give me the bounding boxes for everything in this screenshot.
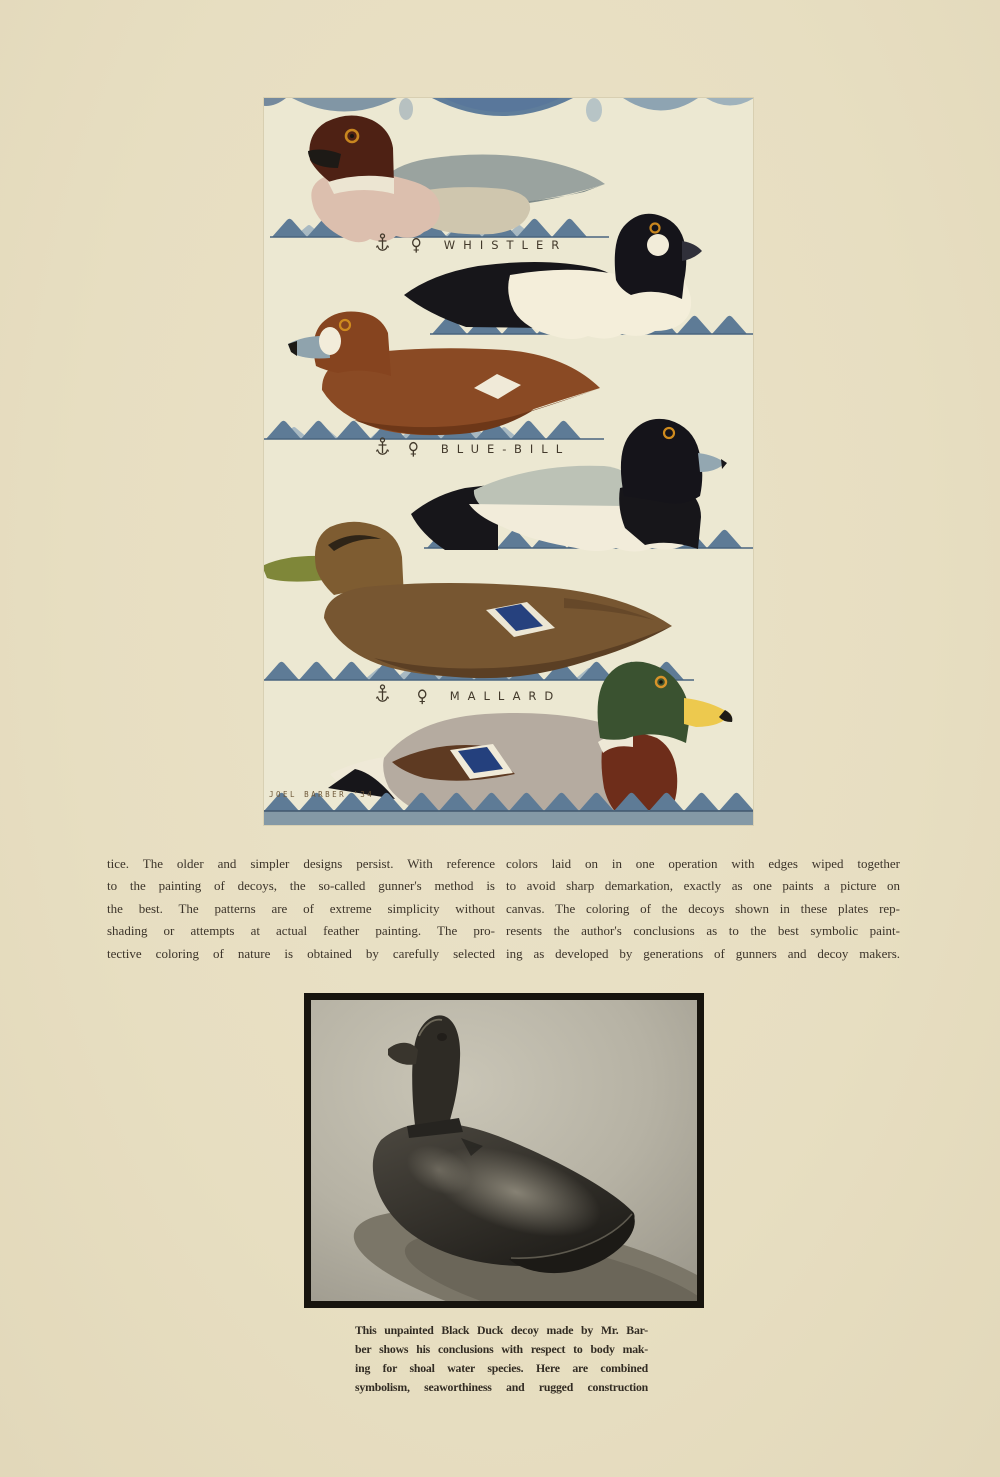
text-line: resents the author's conclusions as to the best symbolic paint- [506,923,900,939]
caption-line: This unpainted Black Duck decoy made by Mr. Bar- [355,1323,648,1337]
species-label-text: BLUE-BILL [440,442,571,456]
article-column-left [107,853,495,965]
species-label-mallard [376,684,616,708]
whistler-hen-figure [308,115,605,242]
photo-caption [355,1321,648,1397]
species-label-text: WHISTLER [443,238,568,252]
female-symbol: ♀ [410,234,422,256]
species-label-text: MALLARD [449,689,562,703]
text-line: to avoid sharp demarkation, exactly as one paints a picture on [506,878,900,894]
caption-line: ber shows his conclusions with respect to body mak- [355,1342,648,1356]
text-line: tice. The older and simpler designs persist. With reference [107,856,495,871]
caption-line: symbolism, seaworthiness and rugged construction [355,1380,648,1394]
text-line: colors laid on in one operation with edges wiped together [506,856,900,871]
female-symbol: ♀ [407,438,419,460]
photo-black-duck-decoy [304,993,704,1308]
decoy-photograph [311,1000,697,1301]
text-line: ing as developed by generations of gunners and decoy makers. [506,945,900,961]
female-symbol: ♀ [416,685,428,707]
species-label-whistler [376,233,616,257]
decoy-color-plate [264,98,753,825]
article-column-right [506,853,900,965]
text-line: tective coloring of nature is obtained by carefully selected [107,945,495,961]
text-line: to the painting of decoys, the so-called gunner's method is [107,878,495,894]
decoy-painting [264,98,753,825]
text-line: the best. The patterns are of extreme simplicity without [107,900,495,916]
text-line: canvas. The coloring of the decoys shown in these plates rep- [506,900,900,916]
species-label-bluebill [376,437,616,461]
text-line: shading or attempts at actual feather painting. The pro- [107,923,495,939]
caption-line: ing for shoal water species. Here are combined [355,1361,648,1375]
artist-signature: JOEL BARBER '34 [269,790,375,799]
